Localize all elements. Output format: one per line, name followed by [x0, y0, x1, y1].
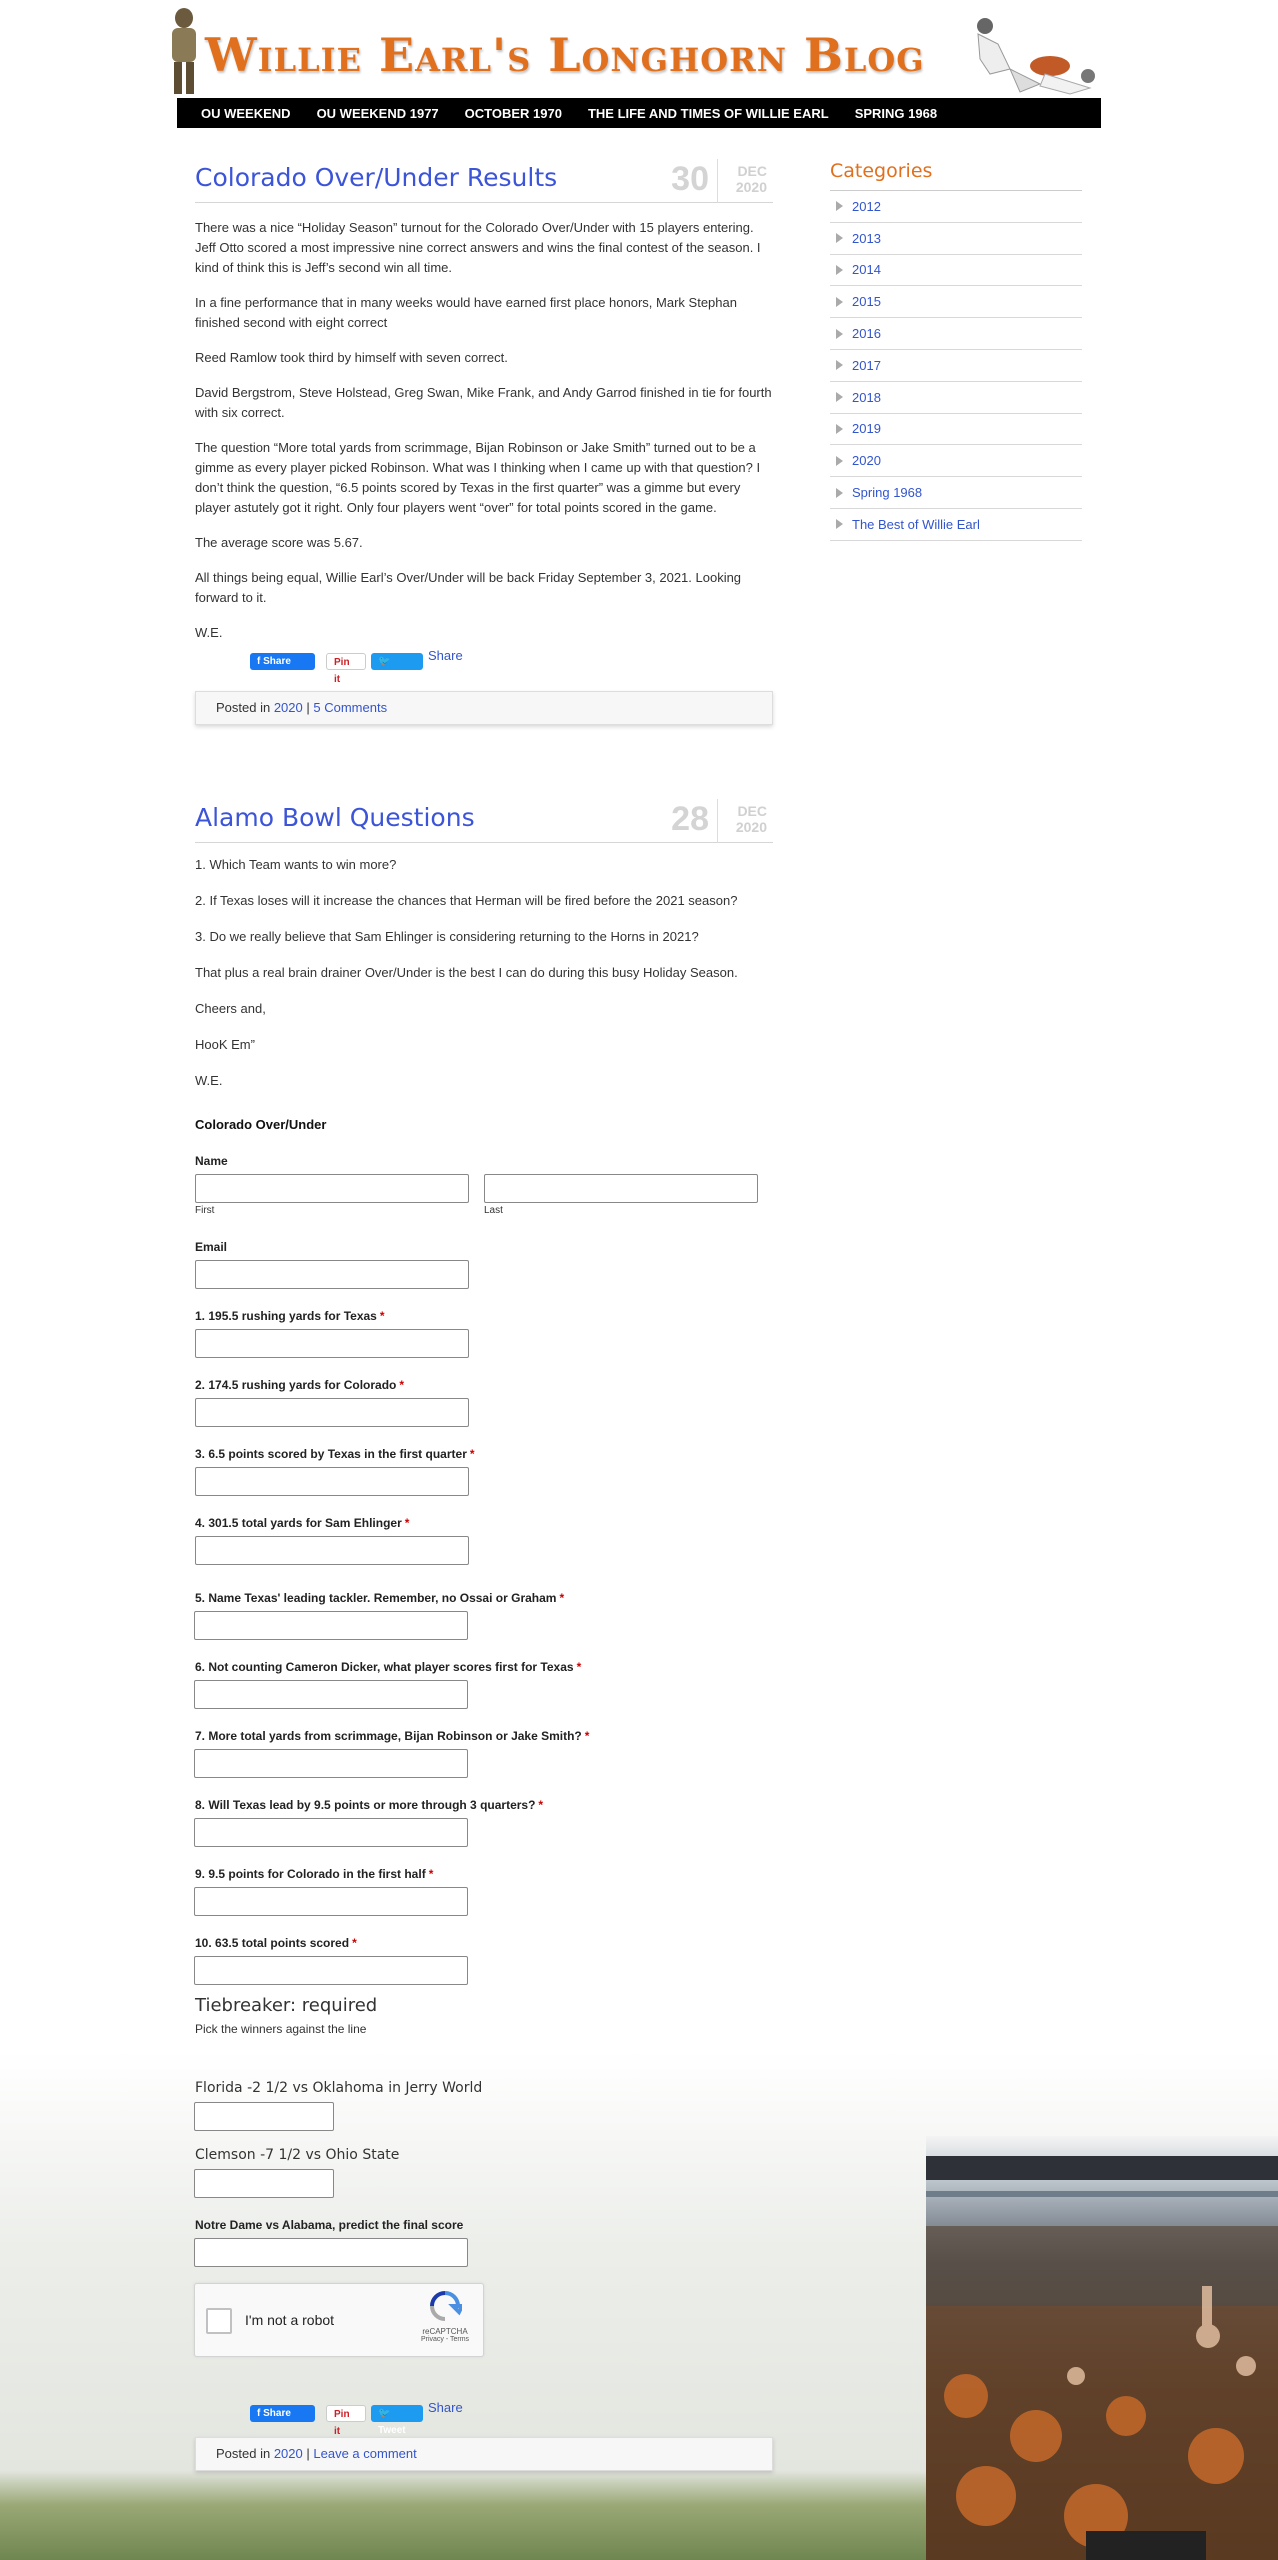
post-date-day: 28 [671, 799, 718, 843]
category-link-best-of[interactable]: The Best of Willie Earl [852, 516, 980, 532]
leave-comment-link[interactable]: Leave a comment [313, 2446, 417, 2461]
share-buttons [195, 648, 773, 685]
final-score-label: Notre Dame vs Alabama, predict the final score [195, 2218, 464, 2232]
paragraph: David Bergstrom, Steve Holstead, Greg Swan, Mike Frank, and Andy Garrod finished in tie for fourth with six correct. [195, 385, 772, 420]
required-mark: * [428, 1867, 434, 1881]
category-item [830, 382, 1082, 414]
game-1-input[interactable] [194, 2102, 334, 2131]
share-link[interactable]: Share [428, 648, 463, 663]
email-label: Email [195, 1240, 228, 1254]
share-buttons [195, 2400, 773, 2437]
post-meta [195, 691, 773, 725]
required-mark: * [379, 1309, 385, 1323]
first-sublabel: First [195, 1205, 215, 1216]
recaptcha-logo [415, 2290, 475, 2343]
question-label: 4. 301.5 total yards for Sam Ehlinger * [195, 1516, 410, 1530]
question-6-input[interactable] [194, 1680, 468, 1709]
arrow-right-icon [836, 392, 843, 402]
posted-in-label: Posted in [216, 2446, 271, 2461]
recaptcha-checkbox[interactable] [206, 2308, 232, 2334]
question-label: 3. 6.5 points scored by Texas in the first quarter * [195, 1447, 475, 1461]
paragraph: In a fine performance that in many weeks would have earned first place honors, Mark Stephan finished second with eight correct [195, 295, 737, 330]
game-label: Clemson -7 1/2 vs Ohio State [195, 2147, 400, 2163]
question-9-input[interactable] [194, 1887, 468, 1916]
category-link-2015[interactable]: 2015 [852, 294, 881, 310]
site-logo-title[interactable]: Willie Earl's Longhorn Blog [205, 28, 925, 82]
category-item [830, 445, 1082, 477]
post-header [195, 157, 773, 203]
required-mark: * [399, 1378, 405, 1392]
post-alamo-bowl [195, 797, 773, 2471]
sidebar-categories [830, 160, 1082, 541]
paragraph: HooK Em” [195, 1037, 255, 1052]
recaptcha-terms-link[interactable]: Privacy - Terms [420, 2336, 470, 2343]
question-label: 6. Not counting Cameron Dicker, what player scores first for Texas * [195, 1660, 582, 1674]
comments-link[interactable]: 5 Comments [313, 700, 388, 715]
category-link-2016[interactable]: 2016 [852, 326, 881, 342]
meta-separator: | [306, 700, 310, 715]
paragraph: That plus a real brain drainer Over/Under is the best I can do during this busy Holiday Season. [195, 965, 738, 980]
question-label: 9. 9.5 points for Colorado in the first half * [195, 1867, 434, 1881]
paragraph: Reed Ramlow took third by himself with seven correct. [195, 350, 508, 365]
category-link[interactable]: 2020 [273, 2446, 303, 2461]
arrow-right-icon [836, 360, 843, 370]
question-label: 1. 195.5 rushing yards for Texas * [195, 1309, 385, 1323]
categories-heading: Categories [830, 160, 1082, 191]
arrow-right-icon [836, 456, 843, 466]
pinterest-button[interactable]: Pin it [326, 653, 366, 670]
recaptcha-widget [194, 2283, 484, 2357]
arrow-right-icon [836, 265, 843, 275]
post-header [195, 797, 773, 843]
post-date-year: 2020 [735, 819, 767, 835]
category-item [830, 223, 1082, 255]
question-1-input[interactable] [195, 1329, 469, 1358]
arrow-right-icon [836, 329, 843, 339]
category-link-2014[interactable]: 2014 [852, 262, 881, 278]
recaptcha-icon [428, 2290, 462, 2322]
category-item [830, 255, 1082, 287]
main-nav [177, 98, 1101, 128]
share-link[interactable]: Share [428, 2400, 463, 2415]
football-players-image [950, 14, 1100, 96]
post-date-month-year [736, 803, 767, 835]
question-4-input[interactable] [195, 1536, 469, 1565]
arrow-right-icon [836, 233, 843, 243]
category-link-2017[interactable]: 2017 [852, 357, 881, 373]
question-7-input[interactable] [194, 1749, 468, 1778]
name-label: Name [195, 1154, 228, 1168]
question-label: 7. More total yards from scrimmage, Bijan Robinson or Jake Smith? * [195, 1729, 590, 1743]
email-input[interactable] [195, 1260, 469, 1289]
question-8-input[interactable] [194, 1818, 468, 1847]
arrow-right-icon [836, 488, 843, 498]
paragraph: 3. Do we really believe that Sam Ehlinger is considering returning to the Horns in 2021? [195, 929, 699, 944]
category-link-2019[interactable]: 2019 [852, 421, 881, 437]
category-item [830, 286, 1082, 318]
tiebreaker-subtitle: Pick the winners against the line [195, 2022, 367, 2036]
paragraph: There was a nice “Holiday Season” turnout for the Colorado Over/Under with 15 players entering. Jeff Otto scored a most impressive nine correct answers and wins the final contest of the season. I kind of think this is Jeff’s second win all time. [195, 220, 761, 275]
signature: W.E. [195, 1073, 223, 1088]
recaptcha-label: I'm not a robot [245, 2312, 335, 2328]
category-item [830, 477, 1082, 509]
post-date-month: DEC [737, 803, 767, 819]
nav-spring-1968[interactable]: SPRING 1968 [854, 105, 938, 121]
paragraph: The average score was 5.67. [195, 535, 363, 550]
required-mark: * [576, 1660, 582, 1674]
post-colorado-results [195, 157, 773, 725]
arrow-right-icon [836, 424, 843, 434]
post-title[interactable]: Colorado Over/Under Results [195, 163, 558, 192]
first-name-input[interactable] [195, 1174, 469, 1203]
category-item [830, 509, 1082, 541]
pinterest-button[interactable]: Pin it [326, 2405, 366, 2422]
form-title: Colorado Over/Under [195, 1117, 327, 1132]
category-item [830, 350, 1082, 382]
paragraph: 1. Which Team wants to win more? [195, 857, 397, 872]
category-item [830, 191, 1082, 223]
last-sublabel: Last [484, 1205, 503, 1216]
question-label: 2. 174.5 rushing yards for Colorado * [195, 1378, 405, 1392]
name-row [195, 1168, 773, 1216]
nav-ou-weekend[interactable]: OU WEEKEND [201, 105, 291, 121]
last-name-input[interactable] [484, 1174, 758, 1203]
question-3-input[interactable] [195, 1467, 469, 1496]
paragraph: All things being equal, Willie Earl’s Over/Under will be back Friday September 3, 2021. Looking forward to it. [195, 570, 742, 605]
category-item [830, 414, 1082, 446]
required-mark: * [559, 1591, 565, 1605]
paragraph: The question “More total yards from scrimmage, Bijan Robinson or Jake Smith” turned out to be a gimme as every player picked Robinson. What was I thinking when I came up with that question? I don’t think the question, “6.5 points scored by Texas in the first quarter” was a gimme but every player astutely got it right. Only four players went “over” for total points scored in the game. [195, 440, 761, 515]
over-under-form [195, 1117, 773, 2357]
tweet-button[interactable]: 🐦 Tweet [371, 653, 423, 670]
category-item [830, 318, 1082, 350]
nav-october-1970[interactable]: OCTOBER 1970 [464, 105, 562, 121]
game-2-input[interactable] [194, 2169, 334, 2198]
required-mark: * [404, 1516, 410, 1530]
post-date-day: 30 [671, 159, 718, 203]
posted-in-label: Posted in [216, 700, 271, 715]
question-5-input[interactable] [194, 1611, 468, 1640]
post-date-year: 2020 [735, 179, 767, 195]
game-label: Florida -2 1/2 vs Oklahoma in Jerry World [195, 2080, 483, 2096]
question-label: 10. 63.5 total points scored * [195, 1936, 357, 1950]
post-body [195, 218, 773, 643]
category-link-2018[interactable]: 2018 [852, 389, 881, 405]
facebook-share-button[interactable]: f Share [250, 653, 315, 670]
paragraph: 2. If Texas loses will it increase the chances that Herman will be fired before the 2021 season? [195, 893, 738, 908]
required-mark: * [584, 1729, 590, 1743]
stadium-crowd-image [926, 2136, 1278, 2560]
paragraph: Cheers and, [195, 1001, 266, 1016]
category-link-2012[interactable]: 2012 [852, 198, 881, 214]
question-label: 5. Name Texas' leading tackler. Remember, no Ossai or Graham * [195, 1591, 565, 1605]
arrow-right-icon [836, 297, 843, 307]
final-score-input[interactable] [194, 2238, 468, 2267]
nav-life-and-times[interactable]: THE LIFE AND TIMES OF WILLIE EARL [587, 105, 829, 121]
longhorn-player-left-image [158, 6, 210, 98]
post-meta [195, 2437, 773, 2471]
post-date-month-year [736, 163, 767, 195]
post-date-month: DEC [737, 163, 767, 179]
required-mark: * [538, 1798, 544, 1812]
post-body [195, 855, 773, 1091]
tiebreaker-heading: Tiebreaker: required [195, 1995, 378, 2016]
required-mark: * [352, 1936, 357, 1950]
tweet-button[interactable]: 🐦 Tweet [371, 2405, 423, 2422]
category-link-spring-1968[interactable]: Spring 1968 [852, 485, 923, 501]
arrow-right-icon [836, 519, 843, 529]
site-header [140, 0, 1100, 100]
signature: W.E. [195, 625, 223, 640]
question-2-input[interactable] [195, 1398, 469, 1427]
recaptcha-brand: reCAPTCHA [422, 2327, 468, 2336]
facebook-share-button[interactable]: f Share [250, 2405, 315, 2422]
question-10-input[interactable] [194, 1956, 468, 1985]
category-link-2020[interactable]: 2020 [852, 453, 881, 469]
meta-separator: | [306, 2446, 310, 2461]
question-label: 8. Will Texas lead by 9.5 points or more through 3 quarters? * [195, 1798, 544, 1812]
category-link-2013[interactable]: 2013 [852, 230, 881, 246]
post-title[interactable]: Alamo Bowl Questions [195, 803, 475, 832]
nav-ou-weekend-1977[interactable]: OU WEEKEND 1977 [316, 105, 439, 121]
arrow-right-icon [836, 201, 843, 211]
required-mark: * [469, 1447, 475, 1461]
category-link[interactable]: 2020 [273, 700, 303, 715]
